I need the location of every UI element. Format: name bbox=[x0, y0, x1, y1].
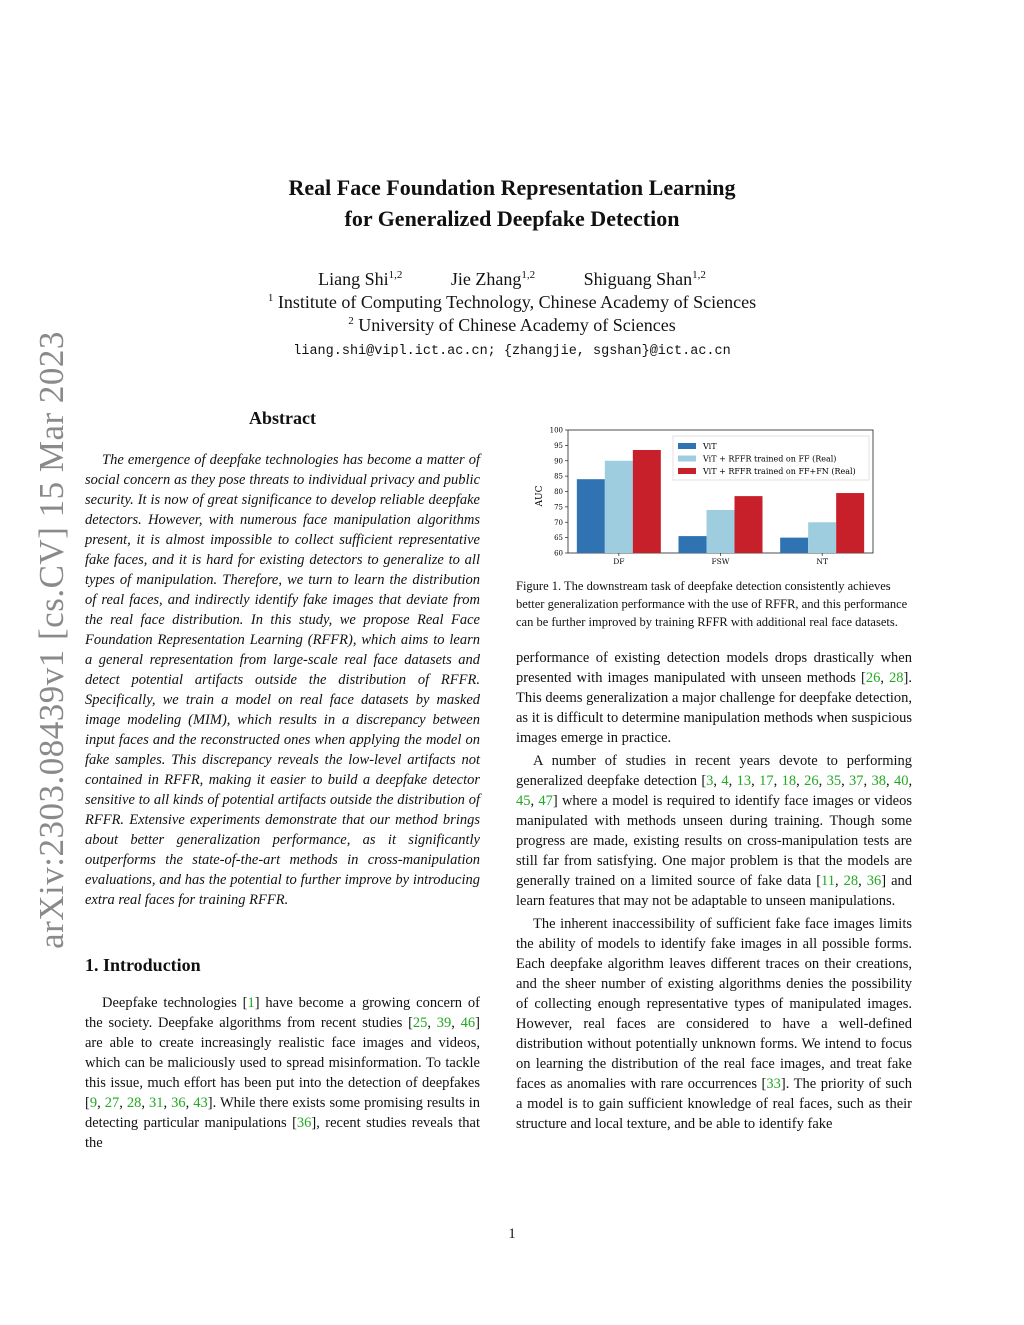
author-block bbox=[0, 268, 1024, 367]
bar-fsw-series-3 bbox=[735, 496, 763, 553]
citation-link[interactable]: 36 bbox=[296, 1115, 312, 1131]
left-column bbox=[85, 408, 480, 1153]
author-emails: liang.shi@vipl.ict.ac.cn; {zhangjie, sgshan}@ict.ac.cn bbox=[293, 344, 731, 359]
abstract-text: The emergence of deepfake technologies has become a matter of social concern as they pose threats to individual privacy and public security. It is now of great significance to develop reliable deepfake detectors. However, with numerous face manipulation algorithms present, it is almost impossible to collect sufficient representative fake faces, and it is hard for existing detectors to generalize to all types of manipulation. Therefore, we turn to learn the distribution of real faces, and indirectly identify fake images that deviate from the real face distribution. In this study, we propose Real Face Foundation Representation Learning (RFFR), which aims to learn a general representation from large-scale real face datasets and detect potential artifacts outside the distribution of RFFR. Specifically, we train a model on real face datasets by masked image modeling (MIM), which results in a discrepancy between input faces and the reconstructed ones when applying the model on fake samples. This discrepancy reveals the low-level artifacts not contained in RFFR, making it easier to build a deepfake detector sensitive to all kinds of potential artifacts outside the distribution of RFFR. Extensive experiments demonstrate that our method brings about better generalization performance, as it significantly outperforms the state-of-the-art methods in cross-manipulation evaluations, and has the potential to further improve by introducing extra real faces for training RFFR. bbox=[85, 452, 480, 908]
intro-paragraph-1: Deepfake technologies [1] have become a growing concern of the society. Deepfake algorithms from recent studies [25, 39, 46] are able to create increasingly realistic face images and videos, which can be maliciously used to spread misinformation. To tackle this issue, much effort has been put into the detection of deepfakes [9, 27, 28, 31, 36, 43]. While there exists some promising results in detecting particular manipulations [36], recent studies reveals that the bbox=[85, 995, 481, 1151]
y-tick-label: 60 bbox=[554, 549, 563, 558]
citation-link[interactable]: 46 bbox=[460, 1015, 476, 1031]
intro-paragraph-3: A number of studies in recent years devote to performing generalized deepfake detection [3, 4, 13, 17, 18, 26, 35, 37, 38, 40, 45, 47] where a model is required to identify face images or videos manipulated with methods unseen during training. Though some progress are made, existing results on cross-manipulation tests are still far from satisfying. One major problem is that the models are generally trained on a limited source of fake data [11, 28, 36] and learn features that may not be adaptable to unseen manipulations. bbox=[516, 753, 913, 909]
y-axis-label: AUC bbox=[535, 485, 545, 507]
legend-entry: ViT bbox=[703, 442, 717, 451]
citation-link[interactable]: 9 bbox=[89, 1095, 98, 1111]
abstract-heading: Abstract bbox=[249, 408, 316, 428]
y-tick-label: 85 bbox=[554, 472, 563, 481]
title-line-1: Real Face Foundation Representation Learning bbox=[288, 175, 736, 200]
citation-link[interactable]: 31 bbox=[149, 1095, 164, 1111]
y-tick-label: 100 bbox=[549, 426, 563, 435]
bar-nt-series-2 bbox=[808, 522, 836, 553]
y-tick-label: 80 bbox=[554, 488, 563, 496]
legend-entry: ViT + RFFR trained on FF (Real) bbox=[703, 454, 837, 464]
citation-link[interactable]: 4 bbox=[721, 773, 729, 789]
affiliation-1: $^1$ Institute of Computing Technology, Chinese Academy of Sciences bbox=[267, 292, 757, 312]
y-tick-label: 70 bbox=[554, 518, 563, 527]
introduction-heading: 1. Introduction bbox=[85, 955, 201, 975]
bar-nt-series-1 bbox=[780, 538, 808, 553]
bar-df-series-2 bbox=[605, 461, 633, 553]
citation-link[interactable]: 36 bbox=[171, 1095, 186, 1111]
author-1: Liang Shi$^{1,2}$ bbox=[318, 269, 403, 289]
citation-link[interactable]: 43 bbox=[193, 1095, 208, 1111]
citation-link[interactable]: 1 bbox=[247, 995, 255, 1011]
intro-paragraph-4: The inherent inaccessibility of sufficient fake face images limits the ability of models to identify fake images in all possible forms. Each deepfake algorithm leaves different traces on their creations, and the sheer number of existing algorithms denies the possibility of collecting enough representative types of manipulated images. However, real faces are considered to have a well-defined distribution without potentially unknown forms. We intend to focus on learning the distribution of the real face images, and treat fake faces as anomalies with rare occurrences [33]. The priority of such a model is to gain sufficient knowledge of real faces, such as their structure and local texture, and be able to identify fake bbox=[516, 916, 912, 1132]
citation-link[interactable]: 26 bbox=[804, 773, 819, 789]
title-line-2: for Generalized Deepfake Detection bbox=[344, 206, 680, 231]
chart-legend bbox=[673, 436, 869, 480]
citation-link[interactable]: 18 bbox=[781, 773, 797, 789]
citation-link[interactable]: 45 bbox=[516, 793, 531, 809]
citation-link[interactable]: 17 bbox=[759, 773, 774, 789]
citation-link[interactable]: 11 bbox=[821, 873, 835, 889]
intro-paragraph-2: performance of existing detection models drops drastically when presented with images manipulated with unseen methods [26, 28]. This deems generalization a major challenge for deepfake detection, as it is difficult to determine manipulation methods when suspicious images emerge in practice. bbox=[516, 650, 913, 746]
citation-link[interactable]: 25 bbox=[412, 1015, 428, 1031]
citation-link[interactable]: 39 bbox=[436, 1015, 452, 1031]
bar-nt-series-3 bbox=[836, 493, 864, 553]
arxiv-identifier: arXiv:2303.08439v1 [cs.CV] 15 Mar 2023 bbox=[32, 331, 71, 949]
y-tick-label: 90 bbox=[554, 457, 563, 466]
figure-caption: Figure 1. The downstream task of deepfake detection consistently achieves better generalization performance with the use of RFFR, and this performance can be further improved by training RFFR with additional real face datasets. bbox=[516, 579, 908, 629]
legend-entry: ViT + RFFR trained on FF+FN (Real) bbox=[703, 467, 856, 476]
y-tick-label: 65 bbox=[554, 534, 563, 543]
author-3: Shiguang Shan$^{1,2}$ bbox=[583, 269, 706, 289]
bar-df-series-3 bbox=[633, 450, 661, 553]
citation-link[interactable]: 36 bbox=[866, 873, 882, 889]
citation-link[interactable]: 37 bbox=[849, 773, 864, 789]
paper-title bbox=[0, 172, 1024, 234]
citation-link[interactable]: 26 bbox=[865, 670, 881, 686]
citation-link[interactable]: 3 bbox=[706, 773, 714, 789]
citation-link[interactable]: 47 bbox=[538, 793, 553, 809]
citation-link[interactable]: 35 bbox=[826, 773, 842, 789]
x-tick-label: FSW bbox=[711, 557, 730, 566]
legend-swatch bbox=[678, 468, 696, 474]
x-tick-label: DF bbox=[613, 557, 625, 566]
citation-link[interactable]: 28 bbox=[843, 873, 859, 889]
affiliation-2: $^2$ University of Chinese Academy of Sciences bbox=[348, 315, 676, 335]
bar-df-series-1 bbox=[577, 479, 605, 553]
legend-swatch bbox=[678, 443, 696, 449]
author-2: Jie Zhang$^{1,2}$ bbox=[450, 269, 536, 289]
citation-link[interactable]: 40 bbox=[894, 773, 909, 789]
citation-link[interactable]: 13 bbox=[736, 773, 752, 789]
x-tick-label: NT bbox=[816, 557, 828, 566]
author-list bbox=[0, 268, 1024, 291]
citation-link[interactable]: 28 bbox=[889, 670, 904, 686]
figure-1-chart bbox=[516, 418, 912, 574]
legend-swatch bbox=[678, 456, 696, 462]
citation-link[interactable]: 38 bbox=[871, 773, 887, 789]
citation-link[interactable]: 33 bbox=[766, 1076, 781, 1092]
bar-fsw-series-1 bbox=[679, 536, 707, 553]
bar-fsw-series-2 bbox=[707, 510, 735, 553]
y-tick-label: 95 bbox=[554, 441, 563, 450]
citation-link[interactable]: 28 bbox=[126, 1095, 142, 1111]
right-column bbox=[516, 577, 912, 1134]
y-tick-label: 75 bbox=[554, 503, 563, 512]
citation-link[interactable]: 27 bbox=[104, 1095, 120, 1111]
page-number: 1 bbox=[508, 1226, 516, 1242]
